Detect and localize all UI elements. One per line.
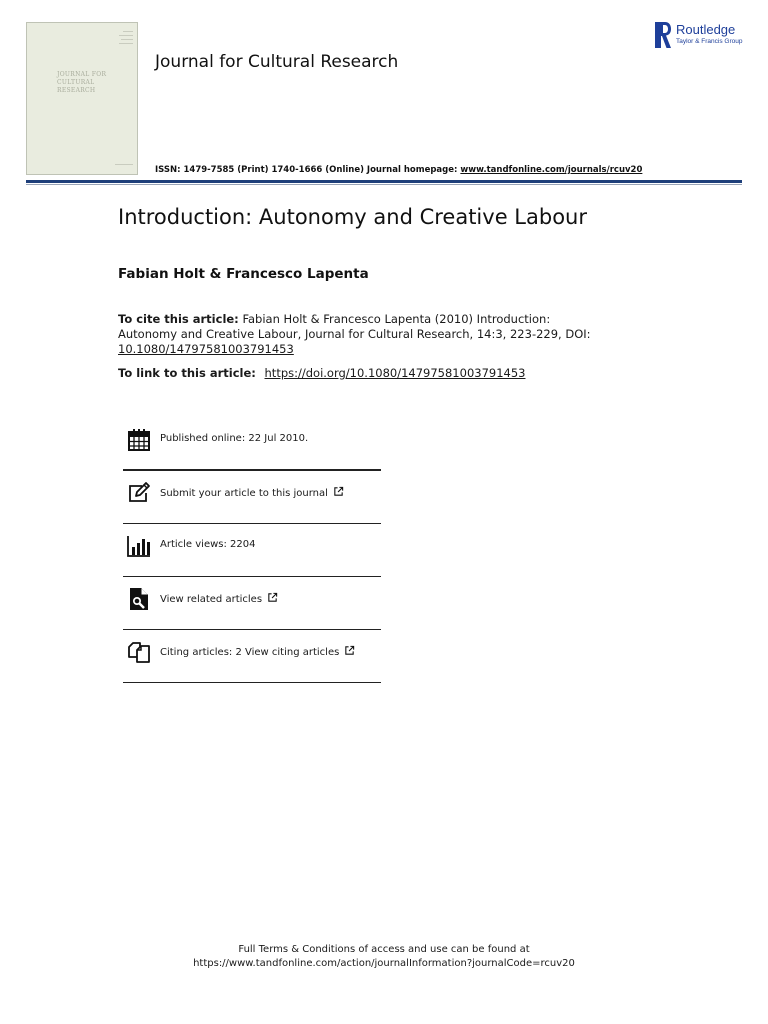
cite-label: To cite this article: [118, 312, 239, 326]
cover-decor-line [115, 164, 133, 165]
external-link-icon [344, 645, 355, 656]
edit-icon [127, 481, 151, 505]
publisher-logo[interactable] [654, 21, 749, 49]
meta-text: Submit your article to this journal [160, 486, 344, 499]
article-title: Introduction: Autonomy and Creative Labour [118, 205, 587, 229]
meta-related-articles[interactable] [123, 577, 381, 630]
bar-chart-icon [127, 534, 151, 558]
header-divider-thin [26, 184, 742, 185]
publisher-group: Taylor & Francis Group [676, 38, 743, 45]
calendar-icon [127, 428, 151, 452]
copy-icon [127, 640, 151, 664]
row-divider [123, 682, 381, 683]
meta-text: View related articles [160, 592, 278, 605]
footer-terms-url[interactable]: https://www.tandfonline.com/action/journalInformation?journalCode=rcuv20 [193, 958, 575, 969]
meta-published [123, 418, 381, 471]
journal-homepage-link[interactable]: www.tandfonline.com/journals/rcuv20 [460, 165, 643, 175]
footer-terms-text: Full Terms & Conditions of access and use can be found at [238, 944, 530, 955]
journal-cover-image [26, 22, 138, 175]
meta-text: Article views: 2204 [160, 539, 256, 550]
article-doi-link[interactable]: https://doi.org/10.1080/14797581003791453 [264, 366, 526, 380]
cover-decor-line [123, 31, 133, 32]
article-link-block [118, 366, 525, 380]
routledge-r-icon [654, 21, 672, 49]
publisher-name: Routledge [676, 22, 736, 37]
citation-block [118, 312, 598, 357]
cite-text: Fabian Holt & Francesco Lapenta (2010) Introduction: Autonomy and Creative Labour, Journal for Cultural Research, 14:3, 223-229, DOI: [118, 312, 591, 341]
meta-citing-articles[interactable] [123, 630, 381, 683]
terms-footer [0, 943, 768, 971]
cite-doi-link[interactable]: 10.1080/14797581003791453 [118, 342, 294, 356]
external-link-icon [267, 592, 278, 603]
cover-decor-line [119, 35, 133, 36]
cover-decor-line [121, 39, 133, 40]
link-label: To link to this article: [118, 366, 256, 380]
journal-name: Journal for Cultural Research [155, 52, 399, 72]
meta-text: Published online: 22 Jul 2010. [160, 433, 309, 444]
issn-text: ISSN: 1479-7585 (Print) 1740-1666 (Online) Journal homepage: [155, 165, 461, 175]
issn-line [155, 165, 642, 175]
cover-decor-line [119, 43, 133, 44]
article-meta-list [123, 418, 381, 683]
meta-text: Citing articles: 2 View citing articles [160, 645, 355, 658]
header-divider [26, 180, 742, 183]
external-link-icon [333, 486, 344, 497]
meta-article-views [123, 524, 381, 577]
document-search-icon [127, 587, 151, 611]
meta-submit-article[interactable] [123, 471, 381, 524]
article-authors: Fabian Holt & Francesco Lapenta [118, 266, 369, 282]
cover-title: JOURNAL FOR CULTURAL RESEARCH [57, 71, 107, 94]
